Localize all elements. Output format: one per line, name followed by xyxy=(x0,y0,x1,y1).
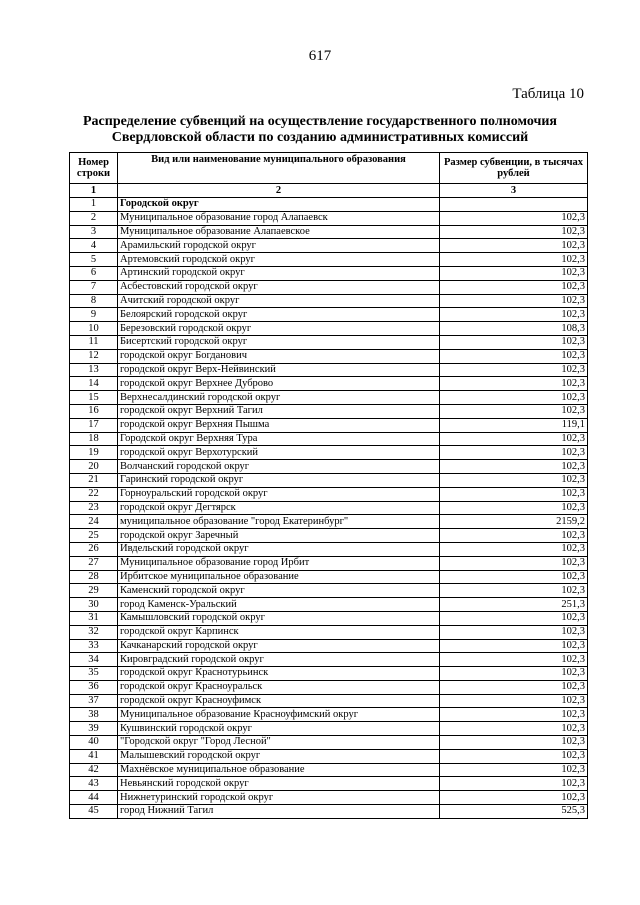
subsidy-amount: 102,3 xyxy=(440,625,588,639)
table-row xyxy=(70,542,588,556)
table-row xyxy=(70,763,588,777)
row-number: 10 xyxy=(70,322,118,336)
table-row xyxy=(70,294,588,308)
municipality-name: городской округ Верх-Нейвинский xyxy=(118,363,440,377)
row-number: 6 xyxy=(70,266,118,280)
municipality-name: Артинский городской округ xyxy=(118,266,440,280)
row-number: 36 xyxy=(70,680,118,694)
row-number: 3 xyxy=(70,225,118,239)
municipality-name: городской округ Краснотурьинск xyxy=(118,667,440,681)
header-row-number: Номер строки xyxy=(70,153,118,184)
municipality-name: Горноуральский городской округ xyxy=(118,487,440,501)
subsidy-amount: 102,3 xyxy=(440,239,588,253)
table-row xyxy=(70,680,588,694)
subsidy-amount: 102,3 xyxy=(440,280,588,294)
row-number: 34 xyxy=(70,653,118,667)
municipality-name: городской округ Красноуральск xyxy=(118,680,440,694)
subsidy-amount: 102,3 xyxy=(440,432,588,446)
table-header-row xyxy=(70,153,588,184)
row-number: 14 xyxy=(70,377,118,391)
subsidy-amount: 102,3 xyxy=(440,308,588,322)
row-number: 7 xyxy=(70,280,118,294)
subsidy-amount: 525,3 xyxy=(440,805,588,819)
table-row xyxy=(70,225,588,239)
header-amount: Размер субвенции, в тысячах рублей xyxy=(440,153,588,184)
municipality-name: Невьянский городской округ xyxy=(118,777,440,791)
municipality-name: Нижнетуринский городской округ xyxy=(118,791,440,805)
row-number: 31 xyxy=(70,611,118,625)
row-number: 17 xyxy=(70,418,118,432)
municipality-name: городской округ Красноуфимск xyxy=(118,694,440,708)
row-number: 23 xyxy=(70,501,118,515)
table-row xyxy=(70,335,588,349)
row-number: 41 xyxy=(70,749,118,763)
subsidy-amount: 102,3 xyxy=(440,253,588,267)
subsidy-amount xyxy=(440,198,588,212)
table-row xyxy=(70,584,588,598)
municipality-name: Верхнесалдинский городской округ xyxy=(118,391,440,405)
table-row xyxy=(70,749,588,763)
table-row xyxy=(70,239,588,253)
row-number: 8 xyxy=(70,294,118,308)
table-row xyxy=(70,253,588,267)
municipality-name: городской округ Заречный xyxy=(118,529,440,543)
table-row xyxy=(70,777,588,791)
table-row xyxy=(70,611,588,625)
subsidy-amount: 102,3 xyxy=(440,722,588,736)
row-number: 15 xyxy=(70,391,118,405)
table-row xyxy=(70,349,588,363)
table-row xyxy=(70,722,588,736)
subsidy-amount: 102,3 xyxy=(440,667,588,681)
column-index: 3 xyxy=(440,184,588,198)
subsidy-amount: 102,3 xyxy=(440,570,588,584)
table-row xyxy=(70,473,588,487)
municipality-name: Ачитский городской округ xyxy=(118,294,440,308)
municipality-name: городской округ Дегтярск xyxy=(118,501,440,515)
subsidy-amount: 102,3 xyxy=(440,349,588,363)
row-number: 37 xyxy=(70,694,118,708)
municipality-name: Березовский городской округ xyxy=(118,322,440,336)
table-row xyxy=(70,515,588,529)
table-row xyxy=(70,667,588,681)
table-row xyxy=(70,460,588,474)
row-number: 45 xyxy=(70,805,118,819)
subsidy-amount: 102,3 xyxy=(440,653,588,667)
subsidy-amount: 102,3 xyxy=(440,294,588,308)
subsidy-amount: 102,3 xyxy=(440,501,588,515)
row-number: 11 xyxy=(70,335,118,349)
row-number: 29 xyxy=(70,584,118,598)
municipality-name: Волчанский городской округ xyxy=(118,460,440,474)
table-row xyxy=(70,266,588,280)
municipality-name: "Городской округ "Город Лесной" xyxy=(118,736,440,750)
subsidy-amount: 119,1 xyxy=(440,418,588,432)
municipality-name: Кушвинский городской округ xyxy=(118,722,440,736)
table-row xyxy=(70,211,588,225)
subsidy-amount: 102,3 xyxy=(440,611,588,625)
municipality-name: Артемовский городской округ xyxy=(118,253,440,267)
column-index-row xyxy=(70,184,588,198)
table-row xyxy=(70,791,588,805)
municipality-name: город Каменск-Уральский xyxy=(118,598,440,612)
row-number: 16 xyxy=(70,404,118,418)
row-number: 5 xyxy=(70,253,118,267)
subsidy-amount: 102,3 xyxy=(440,639,588,653)
subsidy-amount: 102,3 xyxy=(440,736,588,750)
municipality-name: Гаринский городской округ xyxy=(118,473,440,487)
subsidy-amount: 108,3 xyxy=(440,322,588,336)
subsidy-amount: 102,3 xyxy=(440,225,588,239)
municipality-name: Бисертский городской округ xyxy=(118,335,440,349)
table-row xyxy=(70,625,588,639)
municipality-name: городской округ Верхняя Пышма xyxy=(118,418,440,432)
subsidy-amount: 102,3 xyxy=(440,391,588,405)
row-number: 4 xyxy=(70,239,118,253)
municipality-name: Арамильский городской округ xyxy=(118,239,440,253)
municipality-name: Качканарский городской округ xyxy=(118,639,440,653)
table-row xyxy=(70,363,588,377)
subsidy-amount: 102,3 xyxy=(440,749,588,763)
subsidy-amount: 102,3 xyxy=(440,680,588,694)
table-row xyxy=(70,377,588,391)
column-index: 1 xyxy=(70,184,118,198)
table-row xyxy=(70,501,588,515)
table-row xyxy=(70,653,588,667)
table-row xyxy=(70,639,588,653)
municipality-name: городской округ Богданович xyxy=(118,349,440,363)
subsidy-amount: 102,3 xyxy=(440,777,588,791)
subsidy-amount: 102,3 xyxy=(440,694,588,708)
municipality-name: Муниципальное образование город Алапаевск xyxy=(118,211,440,225)
municipality-name: городской округ Верхотурский xyxy=(118,446,440,460)
table-row xyxy=(70,708,588,722)
document-title xyxy=(60,114,580,146)
subsidy-amount: 102,3 xyxy=(440,487,588,501)
table-row xyxy=(70,322,588,336)
row-number: 28 xyxy=(70,570,118,584)
municipality-name: Городской округ Верхняя Тура xyxy=(118,432,440,446)
table-row xyxy=(70,736,588,750)
row-number: 35 xyxy=(70,667,118,681)
municipality-name: Кировградский городской округ xyxy=(118,653,440,667)
table-row xyxy=(70,280,588,294)
subsidy-amount: 102,3 xyxy=(440,266,588,280)
row-number: 30 xyxy=(70,598,118,612)
subsidy-amount: 102,3 xyxy=(440,529,588,543)
subsidy-amount: 102,3 xyxy=(440,763,588,777)
subsidy-amount: 102,3 xyxy=(440,335,588,349)
table-row xyxy=(70,529,588,543)
column-index: 2 xyxy=(118,184,440,198)
subsidy-amount: 102,3 xyxy=(440,363,588,377)
row-number: 32 xyxy=(70,625,118,639)
municipality-name: Муниципальное образование город Ирбит xyxy=(118,556,440,570)
municipality-name: городской округ Верхнее Дуброво xyxy=(118,377,440,391)
table-row xyxy=(70,487,588,501)
municipality-name: Камышловский городской округ xyxy=(118,611,440,625)
row-number: 24 xyxy=(70,515,118,529)
subsidy-amount: 102,3 xyxy=(440,446,588,460)
table-row xyxy=(70,308,588,322)
row-number: 20 xyxy=(70,460,118,474)
municipality-name: Махнёвское муниципальное образование xyxy=(118,763,440,777)
subsidy-amount: 102,3 xyxy=(440,377,588,391)
row-number: 21 xyxy=(70,473,118,487)
subsidy-amount: 2159,2 xyxy=(440,515,588,529)
municipality-name: Муниципальное образование Алапаевское xyxy=(118,225,440,239)
row-number: 27 xyxy=(70,556,118,570)
subsidy-amount: 102,3 xyxy=(440,791,588,805)
municipality-name: Малышевский городской округ xyxy=(118,749,440,763)
page-number: 617 xyxy=(308,48,332,64)
row-number: 12 xyxy=(70,349,118,363)
municipality-name: Ивдельский городской округ xyxy=(118,542,440,556)
title-line-1: Распределение субвенций на осуществление государственного полномочия xyxy=(82,114,558,129)
subsidy-amount: 102,3 xyxy=(440,473,588,487)
row-number: 9 xyxy=(70,308,118,322)
table-row xyxy=(70,446,588,460)
row-number: 42 xyxy=(70,763,118,777)
row-number: 38 xyxy=(70,708,118,722)
row-number: 39 xyxy=(70,722,118,736)
subsidy-table xyxy=(69,152,588,819)
table-row xyxy=(70,694,588,708)
table-row xyxy=(70,404,588,418)
row-number: 43 xyxy=(70,777,118,791)
row-number: 2 xyxy=(70,211,118,225)
row-number: 22 xyxy=(70,487,118,501)
table-row xyxy=(70,805,588,819)
row-number: 26 xyxy=(70,542,118,556)
municipality-name: Муниципальное образование Красноуфимский округ xyxy=(118,708,440,722)
row-number: 33 xyxy=(70,639,118,653)
table-row xyxy=(70,556,588,570)
table-row xyxy=(70,198,588,212)
subsidy-amount: 251,3 xyxy=(440,598,588,612)
table-body xyxy=(70,198,588,819)
subsidy-amount: 102,3 xyxy=(440,542,588,556)
subsidy-amount: 102,3 xyxy=(440,556,588,570)
row-number: 13 xyxy=(70,363,118,377)
municipality-name: городской округ Верхний Тагил xyxy=(118,404,440,418)
table-label: Таблица 10 xyxy=(512,86,584,102)
municipality-name: муниципальное образование "город Екатеринбург" xyxy=(118,515,440,529)
subsidy-amount: 102,3 xyxy=(440,404,588,418)
row-number: 40 xyxy=(70,736,118,750)
row-number: 18 xyxy=(70,432,118,446)
table-row xyxy=(70,418,588,432)
table-row xyxy=(70,570,588,584)
table-row xyxy=(70,391,588,405)
subsidy-amount: 102,3 xyxy=(440,708,588,722)
municipality-name: Асбестовский городской округ xyxy=(118,280,440,294)
municipality-name: городской округ Карпинск xyxy=(118,625,440,639)
table-row xyxy=(70,598,588,612)
header-name: Вид или наименование муниципального образования xyxy=(118,153,440,184)
row-number: 25 xyxy=(70,529,118,543)
subsidy-amount: 102,3 xyxy=(440,584,588,598)
title-line-2: Свердловской области по созданию административных комиссий xyxy=(111,130,529,145)
municipality-name: Ирбитское муниципальное образование xyxy=(118,570,440,584)
subsidy-amount: 102,3 xyxy=(440,211,588,225)
municipality-name: Белоярский городской округ xyxy=(118,308,440,322)
municipality-name: город Нижний Тагил xyxy=(118,805,440,819)
municipality-name: Городской округ xyxy=(118,198,440,212)
municipality-name: Каменский городской округ xyxy=(118,584,440,598)
row-number: 1 xyxy=(70,198,118,212)
row-number: 19 xyxy=(70,446,118,460)
row-number: 44 xyxy=(70,791,118,805)
table-row xyxy=(70,432,588,446)
subsidy-amount: 102,3 xyxy=(440,460,588,474)
